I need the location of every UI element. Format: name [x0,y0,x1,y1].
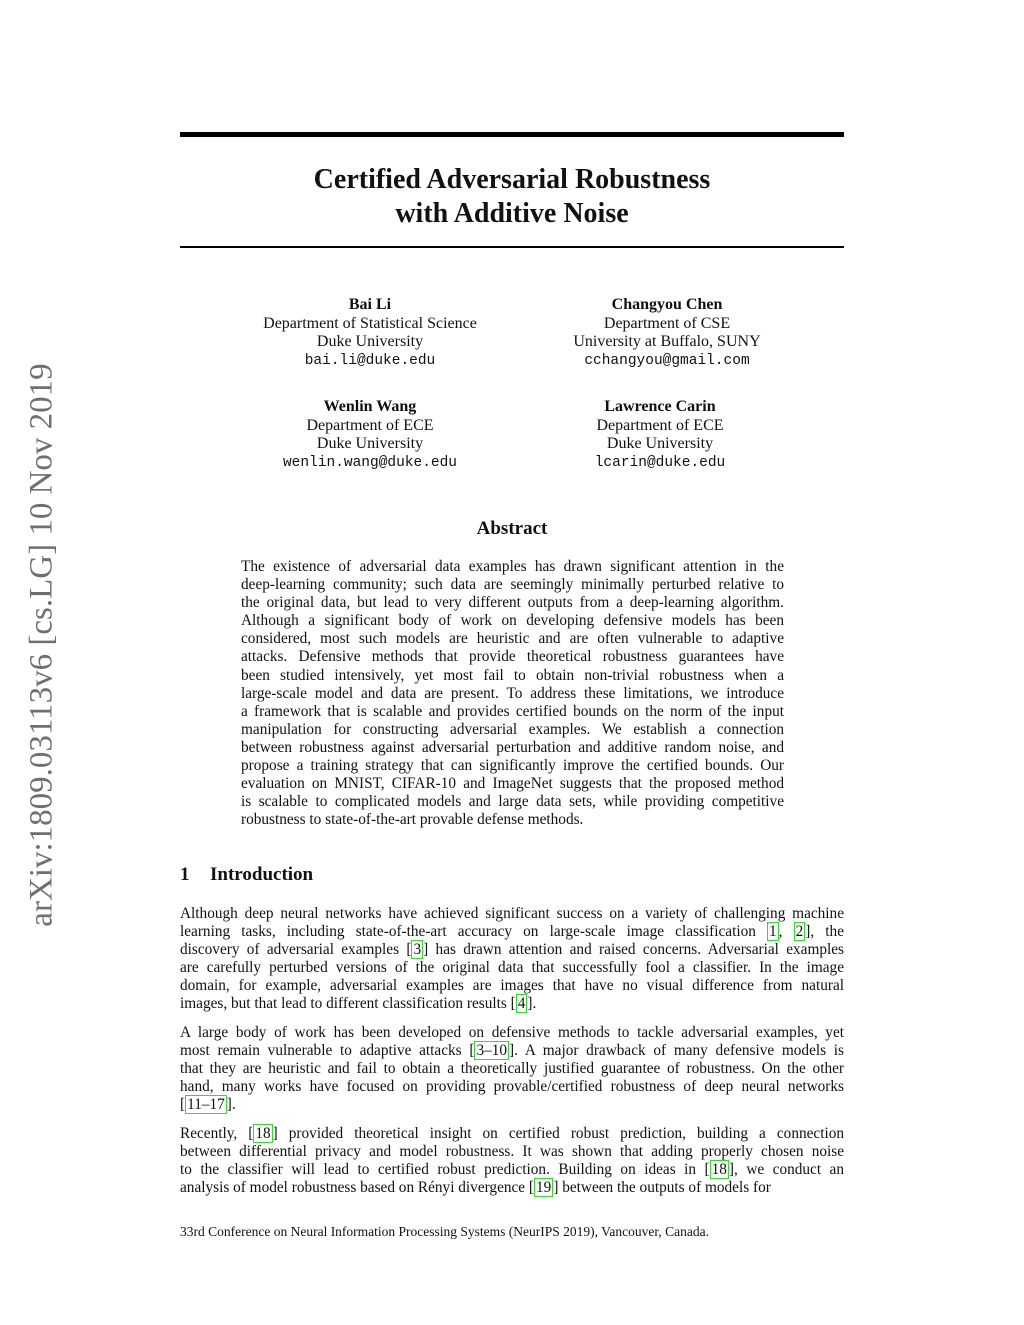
author-univ: Duke University [606,435,714,452]
abstract-line: evaluation on MNIST, CIFAR-10 and ImageNet suggests that the proposed method [241,775,784,793]
author-email[interactable]: bai.li@duke.edu [304,352,436,369]
citation-link[interactable]: 18 [711,1161,727,1179]
conference-footnote: 33rd Conference on Neural Information Processing Systems (NeurIPS 2019), Vancouver, Canada. [180,1224,709,1239]
citation-link[interactable]: 3 [413,941,422,959]
author-name: Lawrence Carin [604,398,716,415]
author-univ: Duke University [316,435,424,452]
paragraph-line: discovery of adversarial examples [ 3 ] has drawn attention and raised concerns. Adversarial examples [180,941,845,959]
paragraph-line: learning tasks, including state-of-the-art accuracy on large-scale image classification 1 , 2 ], the [180,923,844,941]
paragraph-line: domain, for example, adversarial examples are images that have no visual difference from natural [180,977,844,995]
paragraph-line: to the classifier will lead to certified robust prediction. Building on ideas in [ 18 ], we conduct an [180,1161,844,1179]
title-bottom-rule [180,246,844,248]
paragraph-line: Recently, [ 18 ] provided theoretical insight on certified robust prediction, building a connection [180,1125,844,1142]
section-heading-introduction [180,864,313,886]
title-top-rule [180,132,844,137]
abstract-body [241,558,784,829]
paragraph-line: between differential privacy and model robustness. It was shown that adding properly chosen noise [180,1143,844,1161]
abstract-line: between robustness against adversarial perturbation and additive random noise, and [241,738,784,756]
citation-link[interactable]: 4 [517,995,526,1013]
abstract-line: the original data, but lead to very different outputs from a deep-learning algorithm. [241,594,784,612]
paragraph-line: most remain vulnerable to adaptive attacks [ 3–10 ]. A major drawback of many defensive models is [180,1042,845,1060]
author-name: Bai Li [348,296,392,313]
abstract-line: a framework that is scalable and provides certified bounds on the norm of the input [241,702,784,720]
abstract-line: robustness to state-of-the-art provable defense methods. [241,811,584,829]
paragraph-line: that they are heuristic and fail to obtain a theoretically justified guarantee of robustness. On the other [180,1060,844,1078]
author-univ: University at Buffalo, SUNY [573,333,761,350]
abstract-line: attacks. Defensive methods that provide theoretical robustness guarantees have [241,648,784,666]
intro-paragraph-1 [180,905,844,1014]
abstract-line: The existence of adversarial data examples has drawn significant attention in the [241,558,784,575]
abstract-line: manipulation for constructing adversarial examples. We establish a connection [241,720,784,738]
section-title: Introduction [210,864,314,885]
intro-paragraph-2 [180,1024,844,1114]
author-lawrence-carin [510,398,810,472]
citation-link[interactable]: 3–10 [476,1042,508,1060]
author-dept: Department of Statistical Science [263,314,477,332]
abstract-line: considered, most such models are heuristic and are often vulnerable to adaptive [241,630,784,648]
author-wenlin-wang [220,398,520,472]
author-dept: Department of ECE [306,416,434,434]
abstract-line: propose a training strategy that can significantly improve the certified bounds. Our [241,757,784,775]
abstract-heading: Abstract [476,518,548,539]
citation-link[interactable]: 11–17 [187,1096,225,1114]
citation-link[interactable]: 2 [795,923,804,941]
paragraph-line: hand, many works have focused on providing provable/certified robustness of deep neural networks [180,1078,844,1096]
author-email[interactable]: cchangyou@gmail.com [584,352,750,369]
title-line-1: Certified Adversarial Robustness [313,164,711,195]
author-univ: Duke University [316,333,424,350]
author-name: Changyou Chen [611,296,723,313]
abstract-line: been studied intensively, yet most fail to obtain non-trivial robustness when a [241,666,784,684]
section-number: 1 [180,864,190,885]
abstract-line: is scalable to complicated models and large data sets, while providing competitive [241,793,784,811]
paragraph-line: images, but that lead to different classification results [ 4 ]. [180,995,537,1013]
paragraph-line: Although deep neural networks have achieved significant success on a variety of challenging machine [180,905,844,922]
author-email[interactable]: lcarin@duke.edu [594,454,726,471]
intro-paragraph-3 [180,1125,844,1197]
paragraph-line: A large body of work has been developed on defensive methods to tackle adversarial examples, yet [180,1024,844,1041]
abstract-line: Although a significant body of work on developing defensive models has been [241,612,784,630]
paragraph-line: [ 11–17 ]. [180,1096,236,1114]
paragraph-line: analysis of model robustness based on Rényi divergence [ 19 ] between the outputs of models for [180,1179,771,1197]
paragraph-line: are carefully perturbed versions of the original data that successfully fool a classifier. In the image [180,959,844,977]
title-line-2: with Additive Noise [395,198,629,229]
author-email[interactable]: wenlin.wang@duke.edu [282,454,458,471]
paper-title [180,163,844,231]
author-changyou-chen [517,296,817,370]
citation-link[interactable]: 18 [255,1125,271,1142]
abstract-line: deep-learning community; such data are seemingly minimally perturbed relative to [241,576,784,594]
citation-link[interactable]: 1 [769,923,777,941]
author-bai-li [220,296,520,370]
citation-link[interactable]: 19 [536,1179,552,1197]
author-name: Wenlin Wang [323,398,417,415]
abstract-line: large-scale model and data are present. To address these limitations, we introduce [241,684,784,702]
author-dept: Department of CSE [603,314,731,332]
arxiv-side-stamp: arXiv:1809.03113v6 [cs.LG] 10 Nov 2019 [23,363,60,927]
author-dept: Department of ECE [596,416,724,434]
